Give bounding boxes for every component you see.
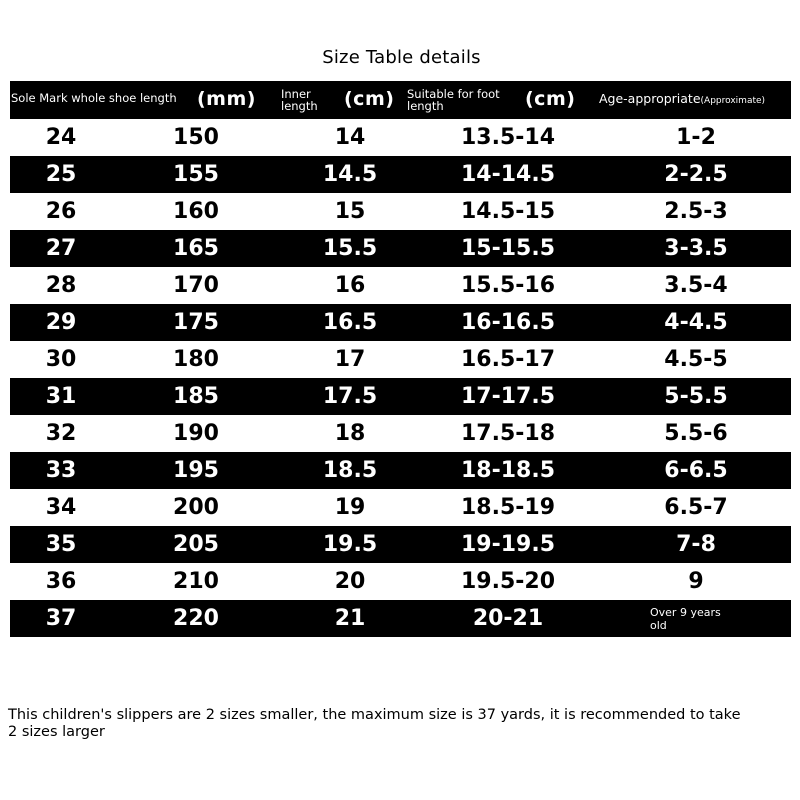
header-inner-line1: Inner bbox=[281, 87, 311, 101]
cell-inner-length: 18 bbox=[334, 421, 366, 446]
cell-sole-mark: 24 bbox=[45, 125, 77, 150]
cell-sole-mark: 32 bbox=[45, 421, 77, 446]
cell-age: 1-2 bbox=[676, 125, 716, 150]
cell-shoe-length-mm: 190 bbox=[173, 421, 219, 446]
table-row bbox=[10, 563, 791, 600]
cell-age: 9 bbox=[688, 569, 704, 594]
cell-inner-length: 17.5 bbox=[322, 384, 378, 409]
cell-foot-length: 13.5-14 bbox=[460, 125, 556, 150]
cell-foot-length: 20-21 bbox=[472, 606, 544, 631]
cell-inner-length: 14 bbox=[334, 125, 366, 150]
cell-inner-length: 18.5 bbox=[322, 458, 378, 483]
cell-shoe-length-mm: 180 bbox=[173, 347, 219, 372]
header-inner-length-label bbox=[281, 88, 318, 112]
header-age-note: (Approximate) bbox=[700, 96, 766, 106]
cell-inner-length: 15 bbox=[334, 199, 366, 224]
table-row bbox=[10, 193, 791, 230]
cell-foot-length: 16.5-17 bbox=[460, 347, 556, 372]
table-row bbox=[10, 156, 791, 193]
cell-shoe-length-mm: 200 bbox=[173, 495, 219, 520]
table-row bbox=[10, 267, 791, 304]
size-table bbox=[10, 81, 791, 637]
cell-foot-length: 17.5-18 bbox=[460, 421, 556, 446]
cell-foot-length: 16-16.5 bbox=[460, 310, 556, 335]
cell-shoe-length-mm: 185 bbox=[173, 384, 219, 409]
cell-foot-length: 18.5-19 bbox=[460, 495, 556, 520]
cell-shoe-length-mm: 210 bbox=[173, 569, 219, 594]
cell-foot-length: 18-18.5 bbox=[460, 458, 556, 483]
cell-age: 3-3.5 bbox=[664, 236, 728, 261]
cell-age: 7-8 bbox=[676, 532, 716, 557]
header-foot-length-label bbox=[407, 88, 500, 112]
cell-shoe-length-mm: 175 bbox=[173, 310, 219, 335]
cell-sole-mark: 25 bbox=[45, 162, 77, 187]
header-sole-mark-label: Sole Mark whole shoe length bbox=[11, 91, 177, 105]
cell-age: 2.5-3 bbox=[664, 199, 728, 224]
cell-age: 4.5-5 bbox=[664, 347, 728, 372]
cell-sole-mark: 26 bbox=[45, 199, 77, 224]
page-title: Size Table details bbox=[322, 47, 481, 68]
cell-age: 5.5-6 bbox=[664, 421, 728, 446]
table-header-row bbox=[10, 81, 791, 119]
cell-sole-mark: 37 bbox=[45, 606, 77, 631]
header-foot-line1: Suitable for foot bbox=[407, 87, 500, 101]
cell-age: 6-6.5 bbox=[664, 458, 728, 483]
table-row bbox=[10, 415, 791, 452]
table-row bbox=[10, 304, 791, 341]
header-foot-line2: length bbox=[407, 99, 444, 113]
table-row bbox=[10, 489, 791, 526]
cell-sole-mark: 29 bbox=[45, 310, 77, 335]
cell-inner-length: 21 bbox=[334, 606, 366, 631]
cell-inner-length: 15.5 bbox=[322, 236, 378, 261]
header-age-text: Age-appropriate bbox=[599, 91, 701, 106]
cell-sole-mark: 36 bbox=[45, 569, 77, 594]
cell-age: 3.5-4 bbox=[664, 273, 728, 298]
table-row bbox=[10, 452, 791, 489]
cell-age: 4-4.5 bbox=[664, 310, 728, 335]
cell-inner-length: 16 bbox=[334, 273, 366, 298]
cell-foot-length: 19-19.5 bbox=[460, 532, 556, 557]
cell-sole-mark: 31 bbox=[45, 384, 77, 409]
cell-shoe-length-mm: 205 bbox=[173, 532, 219, 557]
table-row bbox=[10, 119, 791, 156]
table-row bbox=[10, 230, 791, 267]
header-inner-cm-unit: (cm) bbox=[344, 88, 395, 110]
table-row bbox=[10, 341, 791, 378]
header-mm-unit: (mm) bbox=[197, 88, 256, 110]
cell-shoe-length-mm: 150 bbox=[173, 125, 219, 150]
cell-inner-length: 19 bbox=[334, 495, 366, 520]
cell-shoe-length-mm: 160 bbox=[173, 199, 219, 224]
cell-inner-length: 16.5 bbox=[322, 310, 378, 335]
cell-sole-mark: 30 bbox=[45, 347, 77, 372]
cell-inner-length: 17 bbox=[334, 347, 366, 372]
cell-shoe-length-mm: 220 bbox=[173, 606, 219, 631]
cell-shoe-length-mm: 170 bbox=[173, 273, 219, 298]
cell-shoe-length-mm: 155 bbox=[173, 162, 219, 187]
cell-inner-length: 14.5 bbox=[322, 162, 378, 187]
header-inner-line2: length bbox=[281, 99, 318, 113]
footnote-text: This children's slippers are 2 sizes smaller, the maximum size is 37 yards, it is recommended to take 2 sizes larger bbox=[8, 707, 741, 740]
cell-sole-mark: 35 bbox=[45, 532, 77, 557]
cell-age: 5-5.5 bbox=[664, 384, 728, 409]
cell-sole-mark: 28 bbox=[45, 273, 77, 298]
table-row bbox=[10, 600, 791, 637]
cell-shoe-length-mm: 165 bbox=[173, 236, 219, 261]
cell-sole-mark: 33 bbox=[45, 458, 77, 483]
table-row bbox=[10, 526, 791, 563]
table-row bbox=[10, 378, 791, 415]
cell-foot-length: 19.5-20 bbox=[460, 569, 556, 594]
cell-foot-length: 17-17.5 bbox=[460, 384, 556, 409]
cell-age: 2-2.5 bbox=[664, 162, 728, 187]
cell-inner-length: 20 bbox=[334, 569, 366, 594]
cell-shoe-length-mm: 195 bbox=[173, 458, 219, 483]
cell-foot-length: 14.5-15 bbox=[460, 199, 556, 224]
header-age-label bbox=[599, 93, 765, 106]
cell-foot-length: 15.5-16 bbox=[460, 273, 556, 298]
table-body bbox=[10, 119, 791, 637]
header-foot-cm-unit: (cm) bbox=[525, 88, 576, 110]
cell-inner-length: 19.5 bbox=[322, 532, 378, 557]
cell-sole-mark: 34 bbox=[45, 495, 77, 520]
cell-foot-length: 14-14.5 bbox=[460, 162, 556, 187]
cell-age: 6.5-7 bbox=[664, 495, 728, 520]
cell-age: Over 9 years old bbox=[650, 605, 721, 632]
cell-sole-mark: 27 bbox=[45, 236, 77, 261]
cell-foot-length: 15-15.5 bbox=[460, 236, 556, 261]
